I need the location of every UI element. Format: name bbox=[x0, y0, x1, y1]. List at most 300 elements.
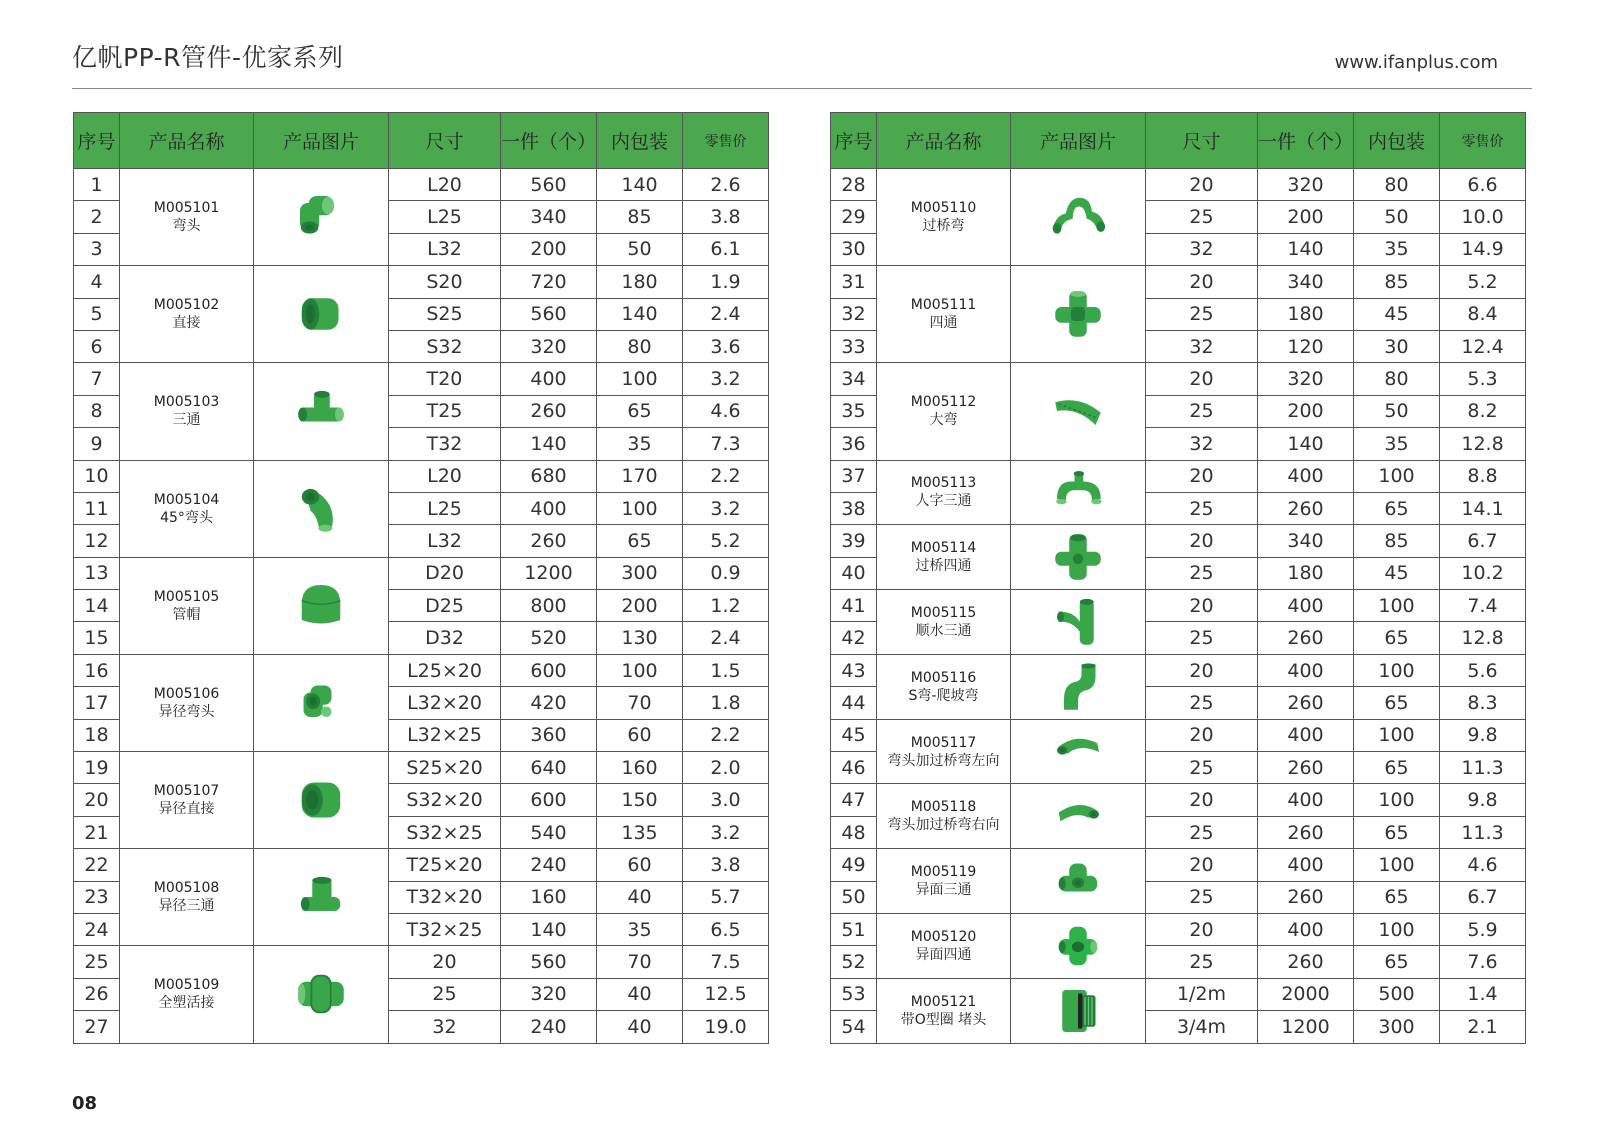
inner-pack-cell: 65 bbox=[1354, 816, 1440, 848]
retail-price-cell: 6.5 bbox=[683, 913, 769, 945]
retail-price-cell: 10.0 bbox=[1440, 201, 1526, 233]
row-index: 44 bbox=[831, 687, 877, 719]
reducing-coupling-icon bbox=[291, 772, 351, 828]
column-header: 零售价 bbox=[683, 113, 769, 169]
inner-pack-cell: 85 bbox=[1354, 266, 1440, 298]
elbow-icon bbox=[291, 189, 351, 245]
inner-pack-cell: 65 bbox=[1354, 687, 1440, 719]
row-index: 46 bbox=[831, 752, 877, 784]
inner-pack-cell: 130 bbox=[597, 622, 683, 654]
size-cell: 25 bbox=[1146, 687, 1258, 719]
case-quantity-cell: 600 bbox=[501, 784, 597, 816]
size-cell: 20 bbox=[1146, 719, 1258, 751]
inner-pack-cell: 35 bbox=[1354, 233, 1440, 265]
product-image-cell bbox=[1011, 654, 1146, 719]
retail-price-cell: 8.3 bbox=[1440, 687, 1526, 719]
product-image-cell bbox=[1011, 719, 1146, 784]
product-image-cell bbox=[254, 849, 389, 946]
long-bend-icon bbox=[1044, 383, 1112, 439]
retail-price-cell: 3.0 bbox=[683, 784, 769, 816]
inner-pack-cell: 140 bbox=[597, 298, 683, 330]
size-cell: 32 bbox=[1146, 233, 1258, 265]
product-name-cell bbox=[120, 946, 254, 1043]
product-name: 四通 bbox=[929, 315, 958, 332]
row-index: 8 bbox=[74, 395, 120, 427]
product-name: 顺水三通 bbox=[915, 622, 972, 639]
column-header: 一件（个） bbox=[1258, 113, 1354, 169]
crossover-cross-icon bbox=[1048, 529, 1108, 585]
product-name: 过桥四通 bbox=[915, 558, 972, 575]
size-cell: 20 bbox=[1146, 525, 1258, 557]
inner-pack-cell: 100 bbox=[1354, 719, 1440, 751]
retail-price-cell: 2.4 bbox=[683, 298, 769, 330]
table-row bbox=[74, 460, 769, 492]
row-index: 50 bbox=[831, 881, 877, 913]
product-name-cell bbox=[877, 169, 1011, 266]
row-index: 30 bbox=[831, 233, 877, 265]
product-code: M005115 bbox=[910, 604, 977, 621]
product-name-cell bbox=[120, 849, 254, 946]
product-name-cell bbox=[877, 590, 1011, 655]
retail-price-cell: 8.4 bbox=[1440, 298, 1526, 330]
product-code: M005118 bbox=[910, 799, 977, 816]
inner-pack-cell: 65 bbox=[1354, 881, 1440, 913]
product-name-cell bbox=[877, 849, 1011, 914]
retail-price-cell: 4.6 bbox=[683, 395, 769, 427]
inner-pack-cell: 65 bbox=[1354, 492, 1440, 524]
page-title: 亿帆PP-R管件-优家系列 bbox=[72, 43, 344, 72]
inner-pack-cell: 50 bbox=[597, 233, 683, 265]
size-cell: 1/2m bbox=[1146, 978, 1258, 1010]
reducing-tee-icon bbox=[291, 869, 351, 925]
size-cell: D25 bbox=[389, 590, 501, 622]
size-cell: T20 bbox=[389, 363, 501, 395]
product-code: M005103 bbox=[153, 394, 220, 411]
row-index: 19 bbox=[74, 752, 120, 784]
case-quantity-cell: 400 bbox=[1258, 654, 1354, 686]
product-name-cell bbox=[877, 719, 1011, 784]
size-cell: 20 bbox=[1146, 169, 1258, 201]
retail-price-cell: 3.2 bbox=[683, 363, 769, 395]
row-index: 10 bbox=[74, 460, 120, 492]
row-index: 5 bbox=[74, 298, 120, 330]
product-name: 异径直接 bbox=[158, 801, 215, 818]
table-row bbox=[74, 266, 769, 298]
size-cell: 20 bbox=[1146, 654, 1258, 686]
table-row bbox=[74, 169, 769, 201]
row-index: 33 bbox=[831, 330, 877, 362]
case-quantity-cell: 320 bbox=[501, 330, 597, 362]
case-quantity-cell: 1200 bbox=[1258, 1011, 1354, 1043]
product-image-cell bbox=[254, 266, 389, 363]
case-quantity-cell: 340 bbox=[1258, 266, 1354, 298]
product-name-cell bbox=[120, 169, 254, 266]
product-image-cell bbox=[1011, 590, 1146, 655]
size-cell: 25 bbox=[1146, 752, 1258, 784]
retail-price-cell: 2.2 bbox=[683, 719, 769, 751]
product-name-cell bbox=[877, 525, 1011, 590]
size-cell: L25 bbox=[389, 201, 501, 233]
product-code: M005113 bbox=[910, 475, 977, 492]
case-quantity-cell: 800 bbox=[501, 590, 597, 622]
product-name: 弯头加过桥弯右向 bbox=[887, 817, 1000, 834]
product-name: 大弯 bbox=[929, 412, 958, 429]
size-cell: 20 bbox=[1146, 849, 1258, 881]
size-cell: T25 bbox=[389, 395, 501, 427]
row-index: 53 bbox=[831, 978, 877, 1010]
retail-price-cell: 1.9 bbox=[683, 266, 769, 298]
product-image-cell bbox=[1011, 460, 1146, 525]
table-row bbox=[831, 719, 1526, 751]
inner-pack-cell: 170 bbox=[597, 460, 683, 492]
product-name: 异面四通 bbox=[915, 946, 972, 963]
row-index: 27 bbox=[74, 1011, 120, 1043]
product-name: 管帽 bbox=[172, 606, 201, 623]
column-header: 产品名称 bbox=[877, 113, 1011, 169]
row-index: 9 bbox=[74, 428, 120, 460]
case-quantity-cell: 120 bbox=[1258, 330, 1354, 362]
inner-pack-cell: 65 bbox=[597, 525, 683, 557]
retail-price-cell: 2.4 bbox=[683, 622, 769, 654]
inner-pack-cell: 150 bbox=[597, 784, 683, 816]
case-quantity-cell: 180 bbox=[1258, 298, 1354, 330]
product-name: 带O型圈 堵头 bbox=[900, 1011, 987, 1028]
row-index: 49 bbox=[831, 849, 877, 881]
table-row bbox=[74, 363, 769, 395]
row-index: 38 bbox=[831, 492, 877, 524]
table-row bbox=[74, 752, 769, 784]
size-cell: 20 bbox=[1146, 363, 1258, 395]
inner-pack-cell: 500 bbox=[1354, 978, 1440, 1010]
size-cell: 32 bbox=[1146, 330, 1258, 362]
column-header: 零售价 bbox=[1440, 113, 1526, 169]
inner-pack-cell: 100 bbox=[597, 363, 683, 395]
inner-pack-cell: 65 bbox=[1354, 752, 1440, 784]
product-table-right bbox=[830, 112, 1526, 1044]
column-header: 一件（个） bbox=[501, 113, 597, 169]
retail-price-cell: 1.8 bbox=[683, 687, 769, 719]
case-quantity-cell: 340 bbox=[501, 201, 597, 233]
table-row bbox=[74, 849, 769, 881]
case-quantity-cell: 260 bbox=[1258, 816, 1354, 848]
inner-pack-cell: 100 bbox=[1354, 460, 1440, 492]
case-quantity-cell: 260 bbox=[1258, 881, 1354, 913]
inner-pack-cell: 80 bbox=[597, 330, 683, 362]
table-row bbox=[74, 557, 769, 589]
product-image-cell bbox=[1011, 913, 1146, 978]
row-index: 29 bbox=[831, 201, 877, 233]
product-name-cell bbox=[120, 654, 254, 751]
size-cell: L20 bbox=[389, 460, 501, 492]
case-quantity-cell: 260 bbox=[1258, 492, 1354, 524]
header-divider bbox=[72, 88, 1532, 89]
case-quantity-cell: 240 bbox=[501, 849, 597, 881]
case-quantity-cell: 560 bbox=[501, 169, 597, 201]
case-quantity-cell: 560 bbox=[501, 946, 597, 978]
case-quantity-cell: 260 bbox=[501, 525, 597, 557]
table-row bbox=[831, 913, 1526, 945]
case-quantity-cell: 420 bbox=[501, 687, 597, 719]
case-quantity-cell: 200 bbox=[1258, 395, 1354, 427]
s-bend-icon bbox=[1048, 659, 1108, 715]
case-quantity-cell: 340 bbox=[1258, 525, 1354, 557]
elbow-crossover-left-icon bbox=[1048, 724, 1108, 780]
retail-price-cell: 2.6 bbox=[683, 169, 769, 201]
case-quantity-cell: 640 bbox=[501, 752, 597, 784]
size-cell: S32×20 bbox=[389, 784, 501, 816]
inner-pack-cell: 180 bbox=[597, 266, 683, 298]
row-index: 14 bbox=[74, 590, 120, 622]
row-index: 6 bbox=[74, 330, 120, 362]
cross-icon bbox=[1048, 286, 1108, 342]
column-header: 序号 bbox=[831, 113, 877, 169]
inner-pack-cell: 100 bbox=[1354, 913, 1440, 945]
case-quantity-cell: 260 bbox=[501, 395, 597, 427]
case-quantity-cell: 260 bbox=[1258, 946, 1354, 978]
3d-tee-icon bbox=[1048, 853, 1108, 909]
reducing-elbow-icon bbox=[291, 675, 351, 731]
retail-price-cell: 6.7 bbox=[1440, 881, 1526, 913]
website-url[interactable]: www.ifanplus.com bbox=[1334, 52, 1498, 73]
row-index: 48 bbox=[831, 816, 877, 848]
size-cell: S32×25 bbox=[389, 816, 501, 848]
product-name-cell bbox=[120, 557, 254, 654]
size-cell: 20 bbox=[1146, 460, 1258, 492]
case-quantity-cell: 160 bbox=[501, 881, 597, 913]
table-header-row bbox=[74, 113, 769, 169]
union-icon bbox=[291, 966, 351, 1022]
retail-price-cell: 12.8 bbox=[1440, 622, 1526, 654]
table-header-row bbox=[831, 113, 1526, 169]
product-name: 弯头 bbox=[172, 218, 201, 235]
product-image-cell bbox=[1011, 978, 1146, 1043]
table-row bbox=[831, 590, 1526, 622]
product-image-cell bbox=[254, 654, 389, 751]
inner-pack-cell: 135 bbox=[597, 816, 683, 848]
inner-pack-cell: 140 bbox=[597, 169, 683, 201]
retail-price-cell: 8.8 bbox=[1440, 460, 1526, 492]
inner-pack-cell: 200 bbox=[597, 590, 683, 622]
row-index: 34 bbox=[831, 363, 877, 395]
size-cell: D32 bbox=[389, 622, 501, 654]
case-quantity-cell: 140 bbox=[1258, 428, 1354, 460]
product-image-cell bbox=[254, 752, 389, 849]
product-name-cell bbox=[120, 752, 254, 849]
size-cell: 3/4m bbox=[1146, 1011, 1258, 1043]
inner-pack-cell: 100 bbox=[1354, 654, 1440, 686]
retail-price-cell: 11.3 bbox=[1440, 816, 1526, 848]
row-index: 21 bbox=[74, 816, 120, 848]
product-name-cell bbox=[120, 460, 254, 557]
product-name: 直接 bbox=[172, 315, 201, 332]
inner-pack-cell: 70 bbox=[597, 687, 683, 719]
product-name-cell bbox=[877, 363, 1011, 460]
size-cell: 25 bbox=[1146, 816, 1258, 848]
case-quantity-cell: 400 bbox=[1258, 913, 1354, 945]
product-image-cell bbox=[1011, 525, 1146, 590]
inner-pack-cell: 65 bbox=[1354, 622, 1440, 654]
inner-pack-cell: 65 bbox=[1354, 946, 1440, 978]
product-name: S弯-爬坡弯 bbox=[908, 687, 979, 704]
case-quantity-cell: 140 bbox=[1258, 233, 1354, 265]
retail-price-cell: 6.1 bbox=[683, 233, 769, 265]
size-cell: L32×25 bbox=[389, 719, 501, 751]
table-row bbox=[831, 266, 1526, 298]
retail-price-cell: 1.2 bbox=[683, 590, 769, 622]
case-quantity-cell: 400 bbox=[1258, 460, 1354, 492]
row-index: 41 bbox=[831, 590, 877, 622]
inner-pack-cell: 50 bbox=[1354, 395, 1440, 427]
retail-price-cell: 1.4 bbox=[1440, 978, 1526, 1010]
product-name: 过桥弯 bbox=[922, 218, 965, 235]
retail-price-cell: 3.8 bbox=[683, 849, 769, 881]
retail-price-cell: 9.8 bbox=[1440, 719, 1526, 751]
row-index: 37 bbox=[831, 460, 877, 492]
product-code: M005106 bbox=[153, 685, 220, 702]
case-quantity-cell: 200 bbox=[501, 233, 597, 265]
row-index: 1 bbox=[74, 169, 120, 201]
case-quantity-cell: 200 bbox=[1258, 201, 1354, 233]
case-quantity-cell: 360 bbox=[501, 719, 597, 751]
inner-pack-cell: 45 bbox=[1354, 557, 1440, 589]
retail-price-cell: 8.2 bbox=[1440, 395, 1526, 427]
retail-price-cell: 9.8 bbox=[1440, 784, 1526, 816]
table-row bbox=[74, 654, 769, 686]
column-header: 尺寸 bbox=[389, 113, 501, 169]
page-number: 08 bbox=[72, 1093, 98, 1114]
product-code: M005102 bbox=[153, 297, 220, 314]
row-index: 24 bbox=[74, 913, 120, 945]
inner-pack-cell: 65 bbox=[597, 395, 683, 427]
case-quantity-cell: 600 bbox=[501, 654, 597, 686]
product-image-cell bbox=[1011, 363, 1146, 460]
product-image-cell bbox=[254, 169, 389, 266]
case-quantity-cell: 680 bbox=[501, 460, 597, 492]
row-index: 31 bbox=[831, 266, 877, 298]
row-index: 51 bbox=[831, 913, 877, 945]
row-index: 26 bbox=[74, 978, 120, 1010]
size-cell: 32 bbox=[1146, 428, 1258, 460]
y-tee-icon bbox=[1048, 464, 1108, 520]
inner-pack-cell: 100 bbox=[597, 492, 683, 524]
size-cell: 25 bbox=[1146, 557, 1258, 589]
product-code: M005120 bbox=[910, 928, 977, 945]
sweep-tee-icon bbox=[1048, 594, 1108, 650]
column-header: 产品图片 bbox=[254, 113, 389, 169]
elbow-45-icon bbox=[291, 481, 351, 537]
size-cell: D20 bbox=[389, 557, 501, 589]
case-quantity-cell: 400 bbox=[1258, 784, 1354, 816]
inner-pack-cell: 35 bbox=[597, 913, 683, 945]
retail-price-cell: 4.6 bbox=[1440, 849, 1526, 881]
tee-icon bbox=[291, 383, 351, 439]
column-header: 序号 bbox=[74, 113, 120, 169]
size-cell: L25 bbox=[389, 492, 501, 524]
product-name: 全塑活接 bbox=[158, 995, 215, 1012]
product-name-cell bbox=[877, 460, 1011, 525]
row-index: 2 bbox=[74, 201, 120, 233]
product-image-cell bbox=[1011, 849, 1146, 914]
product-name: 45°弯头 bbox=[160, 509, 213, 526]
retail-price-cell: 12.8 bbox=[1440, 428, 1526, 460]
row-index: 43 bbox=[831, 654, 877, 686]
crossover-bend-icon bbox=[1042, 189, 1114, 245]
inner-pack-cell: 35 bbox=[1354, 428, 1440, 460]
inner-pack-cell: 60 bbox=[597, 719, 683, 751]
retail-price-cell: 3.8 bbox=[683, 201, 769, 233]
row-index: 17 bbox=[74, 687, 120, 719]
size-cell: 25 bbox=[1146, 622, 1258, 654]
product-code: M005114 bbox=[910, 540, 977, 557]
size-cell: 32 bbox=[389, 1011, 501, 1043]
product-name: 弯头加过桥弯左向 bbox=[887, 752, 1000, 769]
retail-price-cell: 3.2 bbox=[683, 816, 769, 848]
inner-pack-cell: 50 bbox=[1354, 201, 1440, 233]
row-index: 28 bbox=[831, 169, 877, 201]
size-cell: 20 bbox=[389, 946, 501, 978]
inner-pack-cell: 40 bbox=[597, 1011, 683, 1043]
case-quantity-cell: 180 bbox=[1258, 557, 1354, 589]
size-cell: 25 bbox=[1146, 201, 1258, 233]
table-row bbox=[74, 946, 769, 978]
product-code: M005111 bbox=[910, 297, 977, 314]
pipe-cap-icon bbox=[291, 578, 351, 634]
product-name-cell bbox=[877, 266, 1011, 363]
column-header: 内包装 bbox=[597, 113, 683, 169]
case-quantity-cell: 1200 bbox=[501, 557, 597, 589]
case-quantity-cell: 400 bbox=[1258, 849, 1354, 881]
product-table-left bbox=[73, 112, 769, 1044]
size-cell: 20 bbox=[1146, 266, 1258, 298]
retail-price-cell: 6.6 bbox=[1440, 169, 1526, 201]
size-cell: T32×20 bbox=[389, 881, 501, 913]
size-cell: T32 bbox=[389, 428, 501, 460]
product-code: M005119 bbox=[910, 864, 977, 881]
table-row bbox=[831, 654, 1526, 686]
inner-pack-cell: 100 bbox=[1354, 784, 1440, 816]
size-cell: L20 bbox=[389, 169, 501, 201]
column-header: 产品图片 bbox=[1011, 113, 1146, 169]
inner-pack-cell: 80 bbox=[1354, 363, 1440, 395]
retail-price-cell: 7.6 bbox=[1440, 946, 1526, 978]
product-name: 异面三通 bbox=[915, 882, 972, 899]
size-cell: L32×20 bbox=[389, 687, 501, 719]
size-cell: T32×25 bbox=[389, 913, 501, 945]
product-name-cell bbox=[120, 363, 254, 460]
inner-pack-cell: 40 bbox=[597, 978, 683, 1010]
inner-pack-cell: 35 bbox=[597, 428, 683, 460]
product-name-cell bbox=[877, 913, 1011, 978]
table-row bbox=[831, 363, 1526, 395]
case-quantity-cell: 320 bbox=[1258, 363, 1354, 395]
case-quantity-cell: 400 bbox=[501, 363, 597, 395]
retail-price-cell: 12.5 bbox=[683, 978, 769, 1010]
product-image-cell bbox=[254, 557, 389, 654]
row-index: 13 bbox=[74, 557, 120, 589]
retail-price-cell: 5.7 bbox=[683, 881, 769, 913]
row-index: 4 bbox=[74, 266, 120, 298]
inner-pack-cell: 300 bbox=[1354, 1011, 1440, 1043]
size-cell: 25 bbox=[1146, 298, 1258, 330]
retail-price-cell: 5.3 bbox=[1440, 363, 1526, 395]
o-ring-plug-icon bbox=[1048, 983, 1108, 1039]
retail-price-cell: 5.2 bbox=[1440, 266, 1526, 298]
retail-price-cell: 2.1 bbox=[1440, 1011, 1526, 1043]
row-index: 15 bbox=[74, 622, 120, 654]
retail-price-cell: 2.0 bbox=[683, 752, 769, 784]
product-image-cell bbox=[1011, 784, 1146, 849]
product-name-cell bbox=[877, 654, 1011, 719]
